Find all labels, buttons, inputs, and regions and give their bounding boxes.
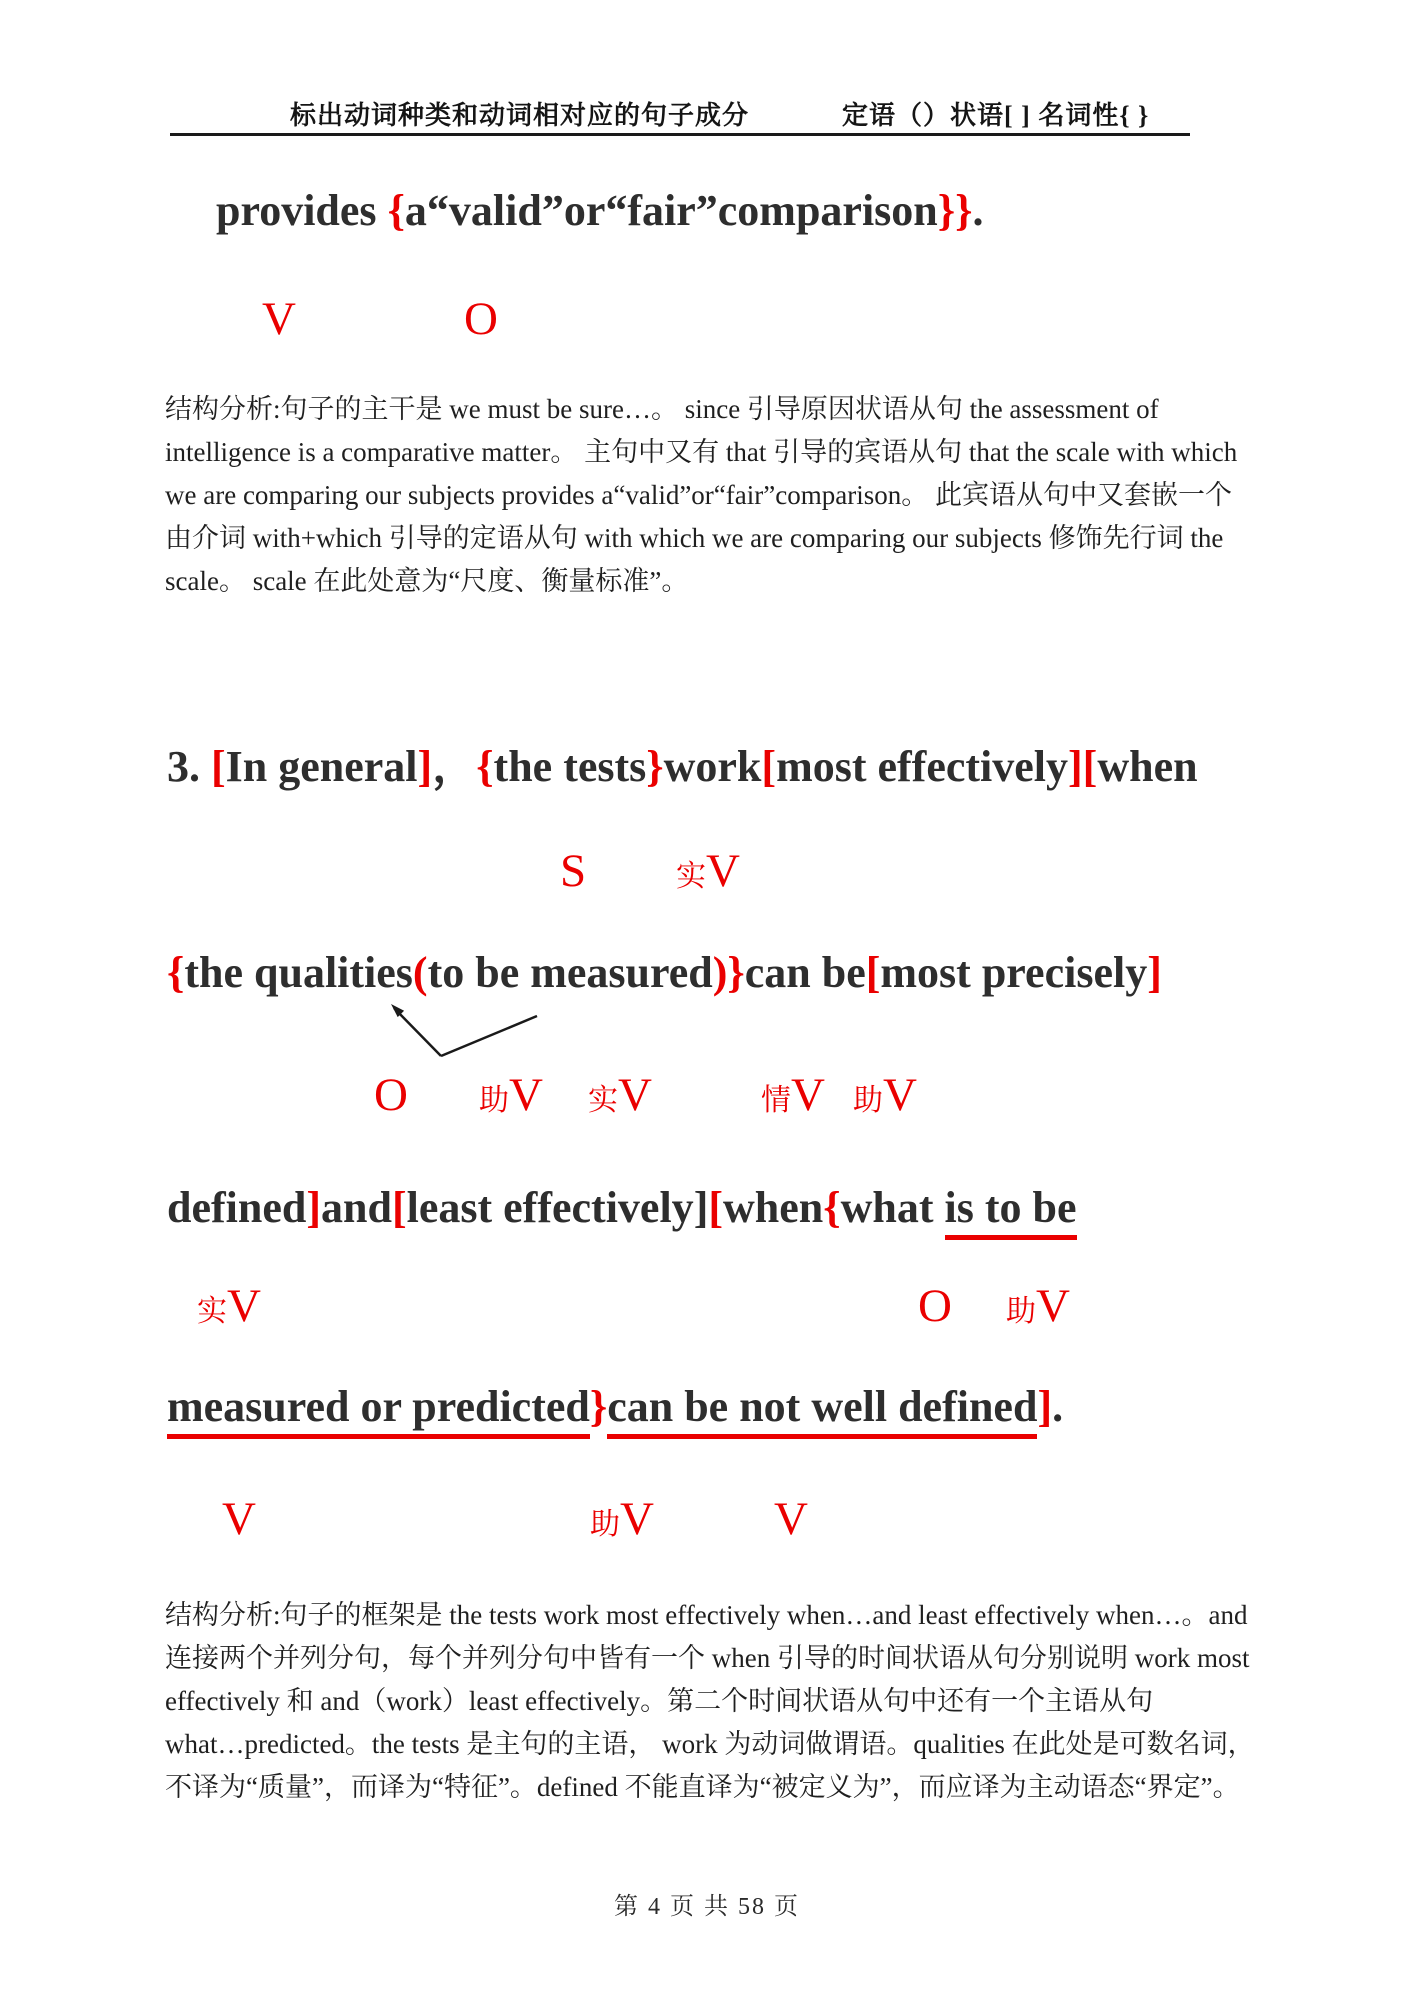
header-right-legend: 定语（）状语[ ] 名词性{ }: [842, 101, 1150, 130]
sentence-text: can be: [744, 948, 866, 997]
paragraph-line: intelligence is a comparative matter。 主句中又有 that 引导的宾语从句 that the scale with which: [165, 437, 1238, 467]
sentence-text: provides: [216, 186, 388, 235]
sentence-text: least effectively: [406, 1183, 694, 1232]
grammar-marker: ][: [1068, 742, 1098, 791]
sentence-line-provides: [216, 186, 983, 237]
grammar-marker: (: [412, 948, 428, 997]
sentence-text: the tests: [493, 742, 647, 791]
verb-label-letter: V: [222, 1493, 256, 1545]
verb-label-prefix: 实: [588, 1084, 618, 1117]
paragraph-line: 结构分析:句子的框架是 the tests work most effectively when…and least effectively when…。and: [165, 1600, 1248, 1630]
grammar-marker: [: [865, 948, 881, 997]
verb-label-letter: V: [620, 1493, 654, 1545]
paragraph-line: 结构分析:句子的主干是 we must be sure…。 since 引导原因状语从句 the assessment of: [165, 394, 1159, 424]
verb-label: [774, 1493, 808, 1545]
grammar-marker: ]: [1037, 1382, 1053, 1431]
sentence-text: In general: [225, 742, 418, 791]
verb-label-letter: S: [560, 845, 587, 897]
sentence-line-defined-and: [167, 1183, 1077, 1234]
sentence-text: and: [321, 1183, 392, 1232]
sentence-text: .: [972, 186, 984, 235]
paragraph-line: we are comparing our subjects provides a“valid”or“fair”comparison。 此宾语从句中又套嵌一个: [165, 480, 1232, 510]
verb-label: [464, 293, 498, 345]
verb-label: [588, 1069, 652, 1121]
sentence-text: is to be: [945, 1183, 1077, 1240]
verb-label: [676, 845, 740, 897]
verb-label-letter: V: [262, 293, 296, 345]
grammar-marker: }: [646, 742, 664, 791]
verb-label: [222, 1493, 256, 1545]
verb-label-prefix: 实: [197, 1295, 227, 1328]
verb-label-letter: V: [227, 1280, 261, 1332]
sentence-text: the qualities: [184, 948, 413, 997]
verb-label: [761, 1069, 825, 1121]
header-left-title: 标出动词种类和动词相对应的句子成分: [290, 101, 750, 130]
sentence-line-3-in-general: [167, 742, 1198, 793]
verb-label-prefix: 助: [1006, 1295, 1036, 1328]
verb-label-letter: V: [883, 1069, 917, 1121]
verb-label: [479, 1069, 543, 1121]
verb-label: [262, 293, 296, 345]
sentence-text: most effectively: [776, 742, 1069, 791]
verb-label-letter: O: [374, 1069, 408, 1121]
sentence-text: work: [663, 742, 762, 791]
sentence-text: ，: [432, 742, 477, 791]
sentence-text: measured or predicted: [167, 1382, 590, 1439]
verb-label-prefix: 情: [761, 1084, 791, 1117]
verb-label-letter: O: [464, 293, 498, 345]
verb-label: [1006, 1280, 1070, 1332]
verb-label-prefix: 实: [676, 860, 706, 893]
sentence-text: to be measured: [427, 948, 713, 997]
paragraph-line: 连接两个并列分句，每个并列分句中皆有一个 when 引导的时间状语从句分别说明 work most: [165, 1643, 1250, 1673]
verb-label-letter: V: [618, 1069, 652, 1121]
grammar-marker: [: [708, 1183, 723, 1232]
verb-label: [853, 1069, 917, 1121]
grammar-marker: }}: [937, 186, 973, 235]
verb-label-prefix: 助: [853, 1084, 883, 1117]
verb-label-letter: V: [509, 1069, 543, 1121]
verb-label: [918, 1280, 952, 1332]
sentence-text: defined: [167, 1183, 307, 1232]
sentence-line-the-qualities: [167, 948, 1162, 999]
grammar-marker: }: [589, 1382, 608, 1431]
verb-label: [590, 1493, 654, 1545]
sentence-text: when: [1097, 742, 1198, 791]
verb-label: [197, 1280, 261, 1332]
sentence-text: what: [840, 1183, 945, 1232]
grammar-marker: {: [387, 186, 405, 235]
paragraph-line: effectively 和 and（work）least effectively。第二个时间状语从句中还有一个主语从句: [165, 1686, 1154, 1716]
sentence-text: can be not well defined: [607, 1382, 1037, 1439]
verb-label-letter: V: [1036, 1280, 1070, 1332]
paragraph-line: 不译为“质量”，而译为“特征”。defined 不能直译为“被定义为”，而应译为主动语态“界定”。: [165, 1772, 1240, 1802]
grammar-marker: [: [211, 742, 226, 791]
paragraph-line: scale。 scale 在此处意为“尺度、衡量标准”。: [165, 566, 689, 596]
grammar-marker: [: [391, 1183, 407, 1232]
verb-label-prefix: 助: [590, 1508, 620, 1541]
annotation-arrow-icon: [370, 988, 560, 1073]
sentence-text: ]: [693, 1183, 709, 1232]
sentence-line-measured-or-predicted: [167, 1382, 1063, 1433]
verb-label-letter: V: [706, 845, 740, 897]
structure-analysis-paragraph-2: [165, 1594, 1280, 1809]
sentence-text: when: [723, 1183, 824, 1232]
verb-label: [560, 845, 587, 897]
paragraph-line: what…predicted。the tests 是主句的主语， work 为动词做谓语。qualities 在此处是可数名词，: [165, 1729, 1255, 1759]
grammar-marker: [: [761, 742, 777, 791]
grammar-marker: )}: [712, 948, 745, 997]
verb-label-letter: V: [774, 1493, 808, 1545]
structure-analysis-paragraph-1: [165, 388, 1280, 603]
header-divider: [170, 133, 1190, 136]
paragraph-line: 由介词 with+which 引导的定语从句 with which we are comparing our subjects 修饰先行词 the: [165, 523, 1224, 553]
page-number: 第 4 页 共 58 页: [614, 1894, 800, 1920]
verb-label-prefix: 助: [479, 1084, 509, 1117]
grammar-marker: ]: [1147, 948, 1162, 997]
sentence-text: a“valid”or“fair”comparison: [404, 186, 938, 235]
grammar-marker: ]: [306, 1183, 322, 1232]
verb-label-letter: V: [791, 1069, 825, 1121]
grammar-marker: {: [476, 742, 494, 791]
sentence-text: 3.: [167, 742, 211, 791]
sentence-text: most precisely: [880, 948, 1148, 997]
grammar-marker: ]: [417, 742, 433, 791]
grammar-marker: {: [167, 948, 185, 997]
grammar-marker: {: [823, 1183, 841, 1232]
sentence-text: .: [1052, 1382, 1064, 1431]
verb-label-letter: O: [918, 1280, 952, 1332]
verb-label: [374, 1069, 408, 1121]
